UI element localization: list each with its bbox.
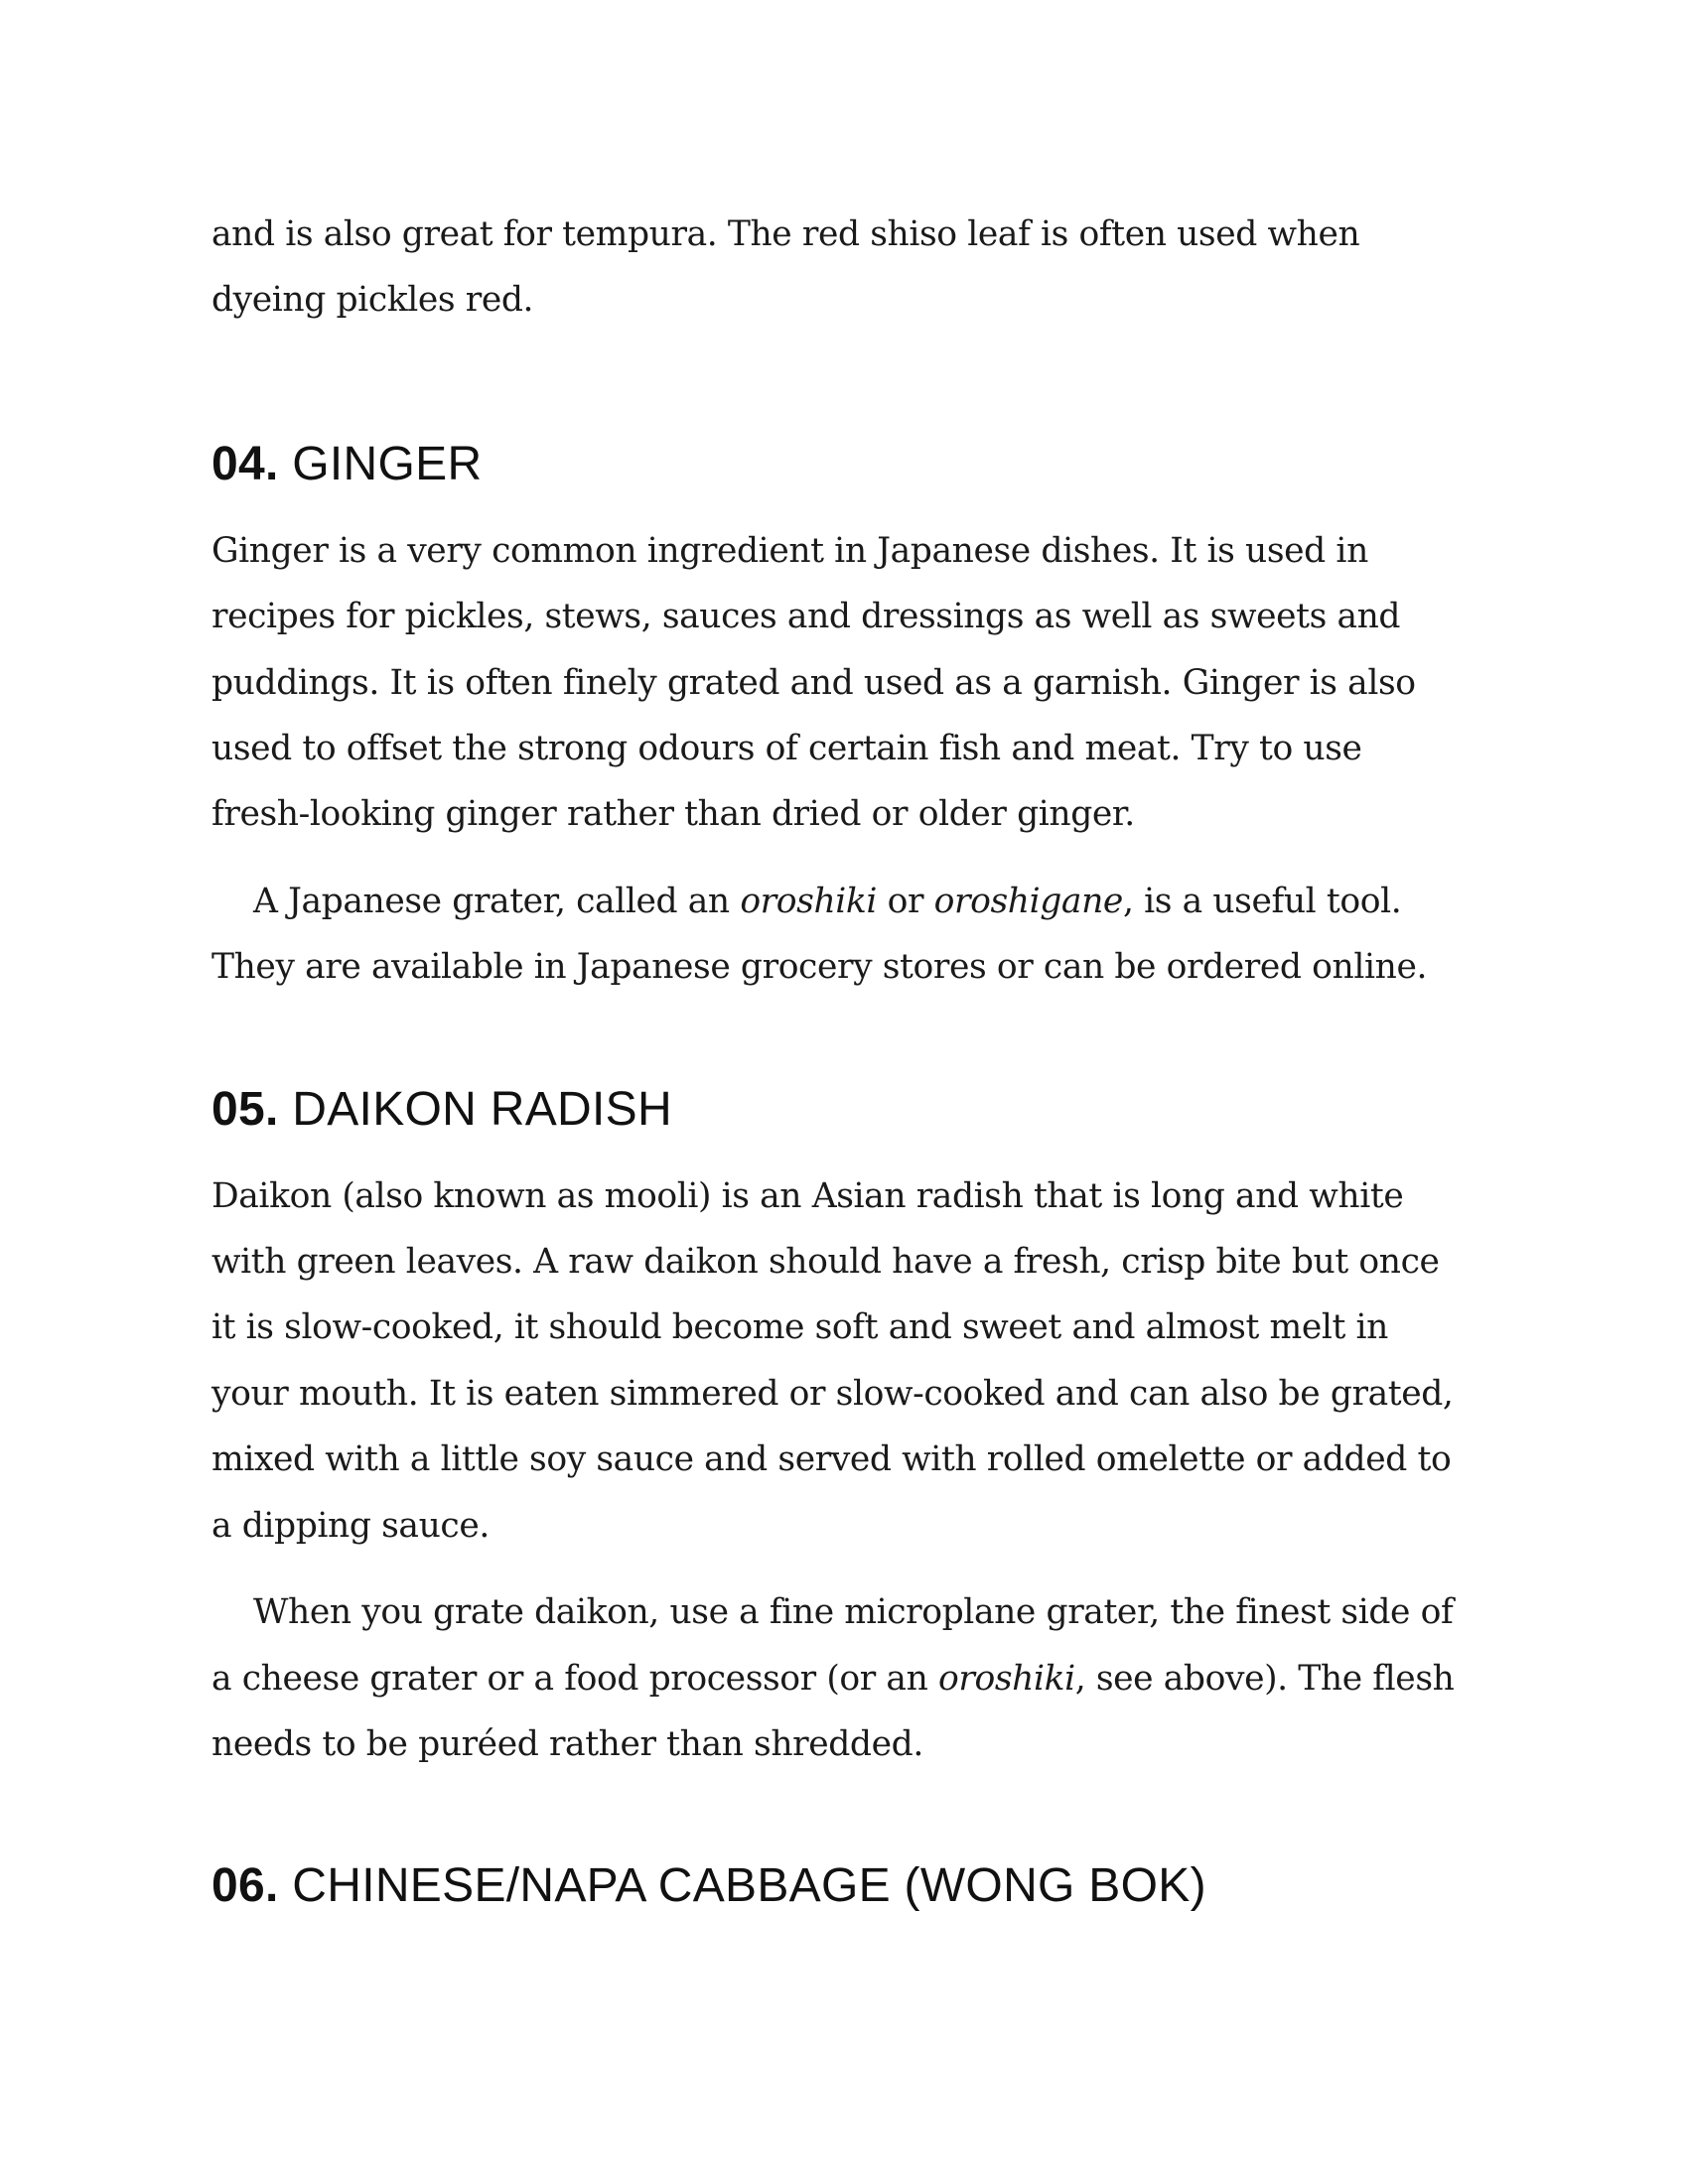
section-number: 04. [211,437,279,490]
italic-term: oroshiki [937,1658,1075,1699]
text-line: Daikon (also known as mooli) is an Asian radish that is long and white [211,1175,1404,1216]
ginger-paragraph-2 [211,869,1502,1001]
daikon-paragraph-2 [211,1579,1502,1777]
section-heading-ginger [211,435,1502,494]
text-line: your mouth. It is eaten simmered or slow-cooked and can also be grated, [211,1373,1454,1414]
text-run: , is a useful tool. [1122,881,1402,921]
section-heading-cabbage [211,1856,1502,1916]
text-line: mixed with a little soy sauce and served with rolled omelette or added to [211,1439,1452,1480]
text-run: , see above). The flesh [1074,1658,1455,1699]
text-line [211,869,1502,934]
section-title: GINGER [292,437,483,490]
text-line: dyeing pickles red. [211,280,534,321]
text-line: puddings. It is often finely grated and used as a garnish. Ginger is also [211,662,1416,703]
text-line: When you grate daikon, use a fine microplane grater, the finest side of [253,1592,1454,1633]
text-line: a dipping sauce. [211,1505,490,1546]
intro-paragraph [211,202,1502,334]
text-line: it is slow-cooked, it should become soft and sweet and almost melt in [211,1307,1388,1348]
text-line: needs to be puréed rather than shredded. [211,1723,923,1764]
text-run: or [877,881,934,921]
section-number: 05. [211,1082,279,1136]
section-title: CHINESE/NAPA CABBAGE (WONG BOK) [292,1859,1206,1913]
text-line: with green leaves. A raw daikon should have a fresh, crisp bite but once [211,1242,1440,1283]
text-line [211,1646,1502,1711]
text-run: a cheese grater or a food processor (or an [211,1658,938,1699]
section-heading-daikon [211,1080,1502,1140]
text-line: and is also great for tempura. The red shiso leaf is often used when [211,214,1360,254]
text-line: They are available in Japanese grocery stores or can be ordered online. [211,947,1428,988]
text-run: A Japanese grater, called an [253,881,741,921]
text-line: used to offset the strong odours of certain fish and meat. Try to use [211,729,1362,769]
section-title: DAIKON RADISH [292,1082,672,1136]
section-number: 06. [211,1859,279,1913]
italic-term: oroshigane [933,881,1123,921]
text-line: Ginger is a very common ingredient in Japanese dishes. It is used in [211,530,1368,571]
text-line: recipes for pickles, stews, sauces and dressings as well as sweets and [211,597,1401,637]
ginger-paragraph-1 [211,518,1502,848]
text-column [211,202,1502,1916]
italic-term: oroshiki [740,881,878,921]
daikon-paragraph-1 [211,1163,1502,1559]
text-line: fresh-looking ginger rather than dried or older ginger. [211,794,1135,835]
